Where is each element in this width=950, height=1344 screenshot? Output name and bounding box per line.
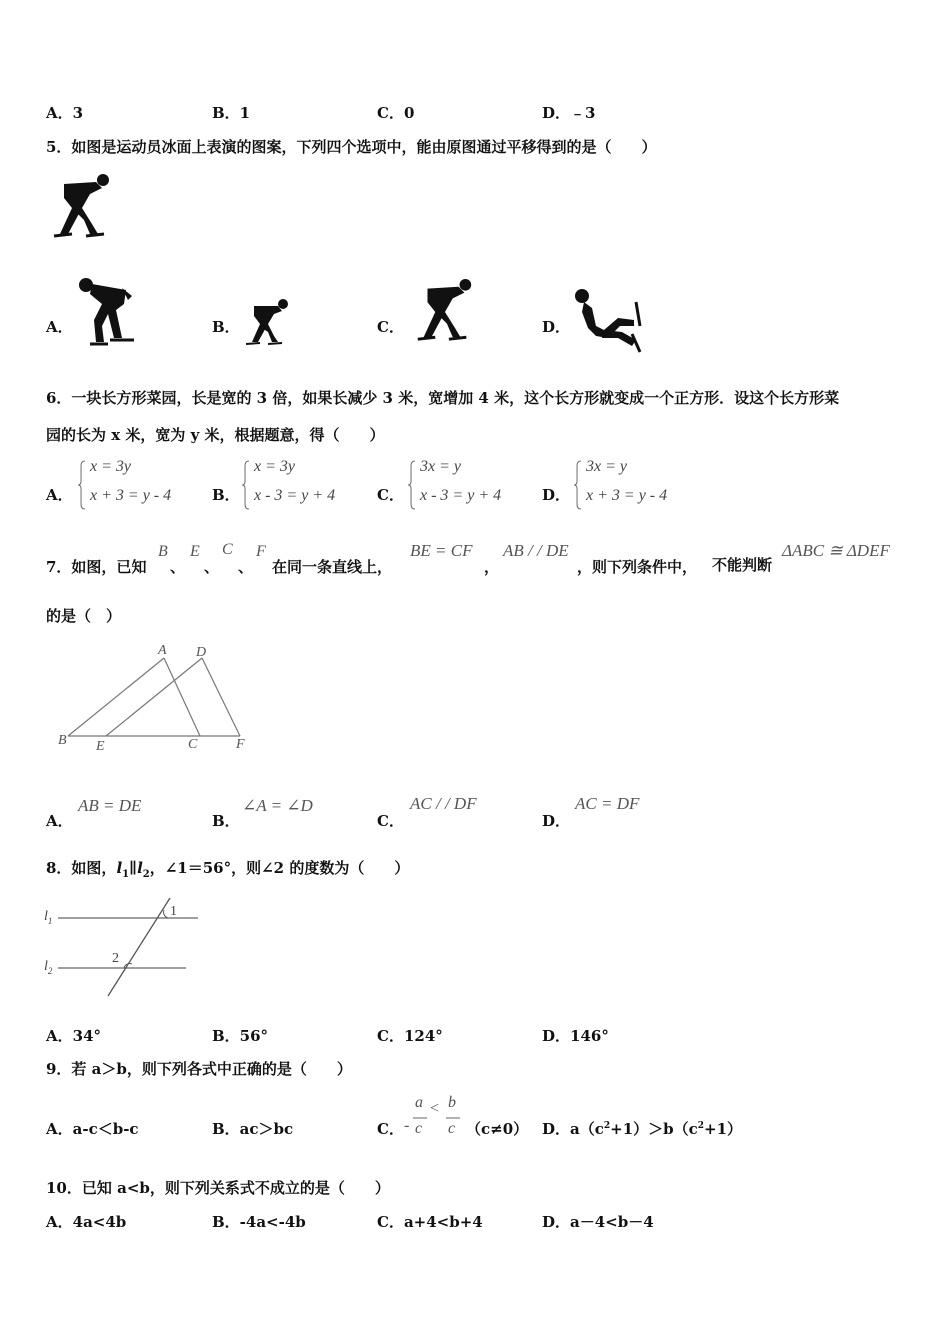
q7-sep-1: 、 bbox=[170, 558, 186, 576]
q8-stem-rest: ，∠1＝56°，则∠2 的度数为（ ） bbox=[149, 859, 410, 877]
q6-option-a-eq2: x + 3 = y - 4 bbox=[90, 487, 172, 504]
q9-option-a: A．a-c＜b-c bbox=[46, 1120, 139, 1138]
q7-option-c-expr: AC / / DF bbox=[410, 794, 477, 813]
q9-option-d-pre: D．a（c bbox=[542, 1120, 604, 1138]
q7-point-e: E bbox=[190, 543, 200, 560]
label-l1: $l_1$ bbox=[44, 909, 53, 926]
q9-option-d-sup1: 2 bbox=[603, 1121, 611, 1131]
label-angle-2: 2 bbox=[112, 951, 119, 966]
q8-stem-prefix: 8．如图， bbox=[46, 859, 117, 877]
fraction-bar-1 bbox=[413, 1117, 427, 1119]
skater-option-c-figure bbox=[410, 276, 478, 348]
q6-option-b-eq1: x = 3y bbox=[254, 458, 295, 475]
q7-stem-mid2: ，则下列条件中， bbox=[577, 558, 698, 576]
q7-option-a-label: A． bbox=[46, 812, 73, 830]
label-a: A bbox=[158, 643, 167, 658]
q8-option-c: C．124° bbox=[377, 1027, 443, 1045]
line-ed bbox=[106, 658, 202, 736]
q4-option-a: A．3 bbox=[46, 104, 84, 122]
q8-parallel: ∥ bbox=[129, 859, 138, 877]
brace-icon bbox=[242, 460, 250, 510]
q7-condition-be-cf: BE = CF bbox=[410, 541, 473, 560]
q6-option-a-eq1: x = 3y bbox=[90, 458, 131, 475]
q7-option-b-expr: ∠A = ∠D bbox=[242, 796, 313, 815]
q7-point-f: F bbox=[256, 543, 266, 560]
q6-option-c-label: C． bbox=[377, 486, 404, 504]
q7-point-b: B bbox=[158, 543, 168, 560]
q8-parallel-lines-figure bbox=[44, 896, 204, 1002]
q8-l1-sub: 1 bbox=[122, 869, 130, 880]
q7-congruence: ΔABC ≅ ΔDEF bbox=[782, 541, 890, 560]
q4-option-b: B．1 bbox=[212, 104, 251, 122]
q9-option-c-num1: a bbox=[415, 1094, 423, 1111]
q10-option-d: D．a－4<b－4 bbox=[542, 1213, 654, 1231]
q7-point-c: C bbox=[222, 541, 233, 558]
q8-option-b: B．56° bbox=[212, 1027, 269, 1045]
q9-option-b: B．ac＞bc bbox=[212, 1120, 294, 1138]
q6-option-b-eq2: x - 3 = y + 4 bbox=[254, 487, 336, 504]
q9-option-c-label: C． bbox=[377, 1120, 404, 1138]
q7-triangle-figure bbox=[56, 640, 256, 758]
brace-icon bbox=[408, 460, 416, 510]
q9-option-c-den1: c bbox=[415, 1120, 423, 1137]
skater-original-figure bbox=[46, 172, 116, 242]
q10-stem: 10．已知 a<b，则下列关系式不成立的是（ ） bbox=[46, 1179, 390, 1197]
q9-option-d-end: +1） bbox=[704, 1120, 743, 1138]
q5-option-d: D． bbox=[542, 318, 571, 336]
q7-sep-2: 、 bbox=[204, 558, 220, 576]
q8-l1: l bbox=[116, 859, 123, 877]
q5-option-c: C． bbox=[377, 318, 404, 336]
q6-option-c-eq1: 3x = y bbox=[420, 458, 461, 475]
q8-stem bbox=[46, 857, 409, 880]
q8-l2: l bbox=[137, 859, 143, 877]
q8-option-a: A．34° bbox=[46, 1027, 102, 1045]
q7-option-b-label: B． bbox=[212, 812, 240, 830]
q6-option-a-label: A． bbox=[46, 486, 73, 504]
q7-stem-end: 的是（ ） bbox=[46, 607, 122, 625]
line-ba bbox=[68, 658, 164, 736]
q6-option-c-eq2: x - 3 = y + 4 bbox=[420, 487, 502, 504]
q5-option-b: B． bbox=[212, 318, 240, 336]
q8-option-d: D．146° bbox=[542, 1027, 609, 1045]
transversal bbox=[108, 898, 170, 996]
q7-comma: ， bbox=[484, 558, 500, 576]
q5-stem: 5．如图是运动员冰面上表演的图案，下列四个选项中，能由原图通过平移得到的是（ ） bbox=[46, 138, 657, 156]
q7-stem-mid: 在同一条直线上， bbox=[272, 558, 393, 576]
q7-option-a-expr: AB = DE bbox=[78, 796, 142, 815]
q10-option-a: A．4a<4b bbox=[46, 1213, 127, 1231]
line-ac bbox=[164, 658, 200, 736]
q4-option-c: C．0 bbox=[377, 104, 415, 122]
q7-condition-ab-parallel-de: AB / / DE bbox=[503, 541, 569, 560]
q9-option-d-sup2: 2 bbox=[697, 1121, 705, 1131]
fraction-bar-2 bbox=[446, 1117, 460, 1119]
q9-option-d-mid: +1）＞b（c bbox=[610, 1120, 698, 1138]
q7-option-c-label: C． bbox=[377, 812, 404, 830]
label-d: D bbox=[196, 645, 207, 660]
q9-option-c-lt: < bbox=[430, 1100, 440, 1117]
label-angle-1: 1 bbox=[170, 904, 177, 919]
q10-option-c: C．a+4<b+4 bbox=[377, 1213, 483, 1231]
line-df bbox=[202, 658, 240, 736]
q7-option-d-label: D． bbox=[542, 812, 571, 830]
q9-stem: 9．若 a＞b，则下列各式中正确的是（ ） bbox=[46, 1060, 352, 1078]
q6-stem-line1: 6．一块长方形菜园，长是宽的 3 倍，如果长减少 3 米，宽增加 4 米，这个长方形就变成一个正方形．设这个长方形菜 bbox=[46, 389, 840, 407]
skater-option-a-figure bbox=[78, 276, 146, 348]
label-l2: $l_2$ bbox=[44, 959, 53, 976]
brace-icon bbox=[78, 460, 86, 510]
label-b: B bbox=[58, 733, 67, 748]
q7-option-d-expr: AC = DF bbox=[575, 794, 640, 813]
skater-option-d-figure bbox=[574, 288, 648, 354]
label-f: F bbox=[236, 737, 245, 752]
q9-option-c-minus: - bbox=[404, 1117, 410, 1134]
q6-option-d-eq1: 3x = y bbox=[586, 458, 627, 475]
q10-option-b: B．-4a<-4b bbox=[212, 1213, 306, 1231]
q9-option-c-den2: c bbox=[448, 1120, 456, 1137]
q4-option-d: D．﹣3 bbox=[542, 104, 596, 122]
q9-option-c-num2: b bbox=[448, 1094, 456, 1111]
q9-option-c-condition: （c≠0） bbox=[466, 1120, 529, 1138]
q6-option-b-label: B． bbox=[212, 486, 240, 504]
brace-icon bbox=[574, 460, 582, 510]
q7-stem-prefix: 7．如图，已知 bbox=[46, 558, 147, 576]
q6-option-d-eq2: x + 3 = y - 4 bbox=[586, 487, 668, 504]
q9-option-d bbox=[542, 1118, 742, 1139]
q7-sep-3: 、 bbox=[238, 558, 254, 576]
q6-stem-line2: 园的长为 x 米，宽为 y 米，根据题意，得（ ） bbox=[46, 426, 385, 444]
q7-cannot-judge: 不能判断 bbox=[712, 556, 773, 574]
label-c: C bbox=[188, 737, 198, 752]
q6-option-d-label: D． bbox=[542, 486, 571, 504]
q5-option-a: A． bbox=[46, 318, 73, 336]
skater-option-b-figure bbox=[242, 298, 290, 350]
label-e: E bbox=[96, 739, 105, 754]
q8-l2-sub: 2 bbox=[142, 869, 150, 880]
